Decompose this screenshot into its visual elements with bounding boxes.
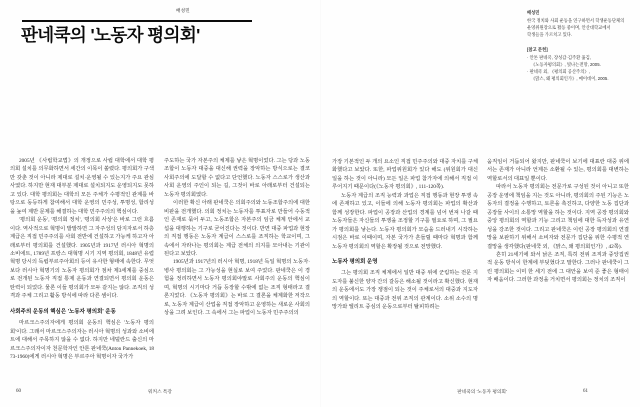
page-number-right: 61 bbox=[583, 389, 588, 394]
references-title: [참고 문헌] bbox=[527, 47, 548, 52]
reference-line: 《노동자평의회》, 빛나는전망, 2005. bbox=[531, 62, 601, 67]
body-column-right-1 bbox=[332, 158, 478, 380]
body-column-right-2 bbox=[487, 158, 629, 380]
paragraph: 마르크스주의자에게 평의회 운동의 핵심은 '노동자 평의회'이다. 그래서 마르크스주의자는 러시아 혁명의 성과와 소비에트에 대해서 주목하지 않을 수 없다. 하지만 네덜란드 출신의 마르크스주의자이자 천문학자인 안톤 판네쿡(Anton Pannekoek, 1873-1960)에게 러시아 혁명은 부르주아 혁명이자 국가가 bbox=[10, 320, 154, 360]
reference-line: 《맑스, 왜 평의회인가》, 메이데이, 2005. bbox=[531, 76, 609, 81]
article-title: 판네쿡의 '노동자 평의회' bbox=[21, 25, 200, 45]
paragraph: '평의회 운동', '평의회 정치', '평의회 사상'은 바로 그런 흐름이다. 역사적으로 혁명이 발발하면 그 자주성의 담지자로서 하층 계급은 직접 민주주의를 사회 전반에 건설하고 가능케 하고자 아래로부터 평의회를 건설했다. 1905년과 1917년 러시아 혁명의 소비에트, 1789년 프랑스 대혁명 시기 지역 평의회, 1848년 유럽 혁명 당시의 독립부르주아회의 등이 유사한 형태에 속한다. 무엇보다 러시아 혁명기의 노동자 평의회가 점차 제3세계를 중심으로 전개된 노동자 직접 통제 운동과 연결되면서 평의회 운동은 탄력이 되었다. 물론 이들 평의회가 모두 같지는 않다. 조직의 성격과 주체 그리고 활동 방식에 따라 다른 셈이다. bbox=[10, 217, 154, 300]
author-bio-line: 학생들을 가르치고 있다. bbox=[527, 32, 573, 37]
author-bio-line: 한국 정치와 사회 운동을 연구하면서 학생운동단체의 bbox=[527, 18, 625, 23]
running-footer-right: 판네쿡의 '노동자 평의회' bbox=[457, 389, 507, 394]
title-rule bbox=[22, 20, 252, 22]
author-bio-line: 운영위원장으로 활동 중이며, 안산대학교에서 bbox=[527, 25, 611, 30]
paragraph: 그는 평의회 조직 체계에서 일반 대중 위에 군림하는 전문 지도자를 불신한 양자 간의 갈등은 해소될 것이라고 확신했다. 현재의 운동에서도 가장 쟁점이 되는 것이 주체로서의 대중과 지도자의 역할이다. 또는 대중과 전위 조직의 관계이다. 소위 소수의 명망가와 엘리트 중심의 운동으로부터 탈피하려는 bbox=[332, 270, 478, 311]
paragraph: 이러한 확신 아래 판네쿡은 의회주의와 노동조합주의에 대한 비판을 전개했다. 의회 정치는 노동자를 투표자로 만들어 수동적인 존재로 묶어 두고, 노동조합은 자본주의 임금 체계 안에서 교섭을 대행하는 기구로 굳어진다는 것이다. 반면 대중 파업과 현장의 직접 행동은 노동자 계급이 스스로를 조직하는 학교이며, 그 속에서 자라나는 평의회는 계급 전체의 의지를 모아내는 기관이 된다고 보았다. bbox=[164, 200, 310, 257]
paragraph: 1905년과 1917년의 러시아 혁명, 1918년 독일 혁명의 노동자·병사 평의회는 그 가능성을 현실로 보여 주었다. 판네쿡은 이 경험을 정리하면서 노동자 평의회야말로 사회주의 운동의 핵심이며, 혁명의 시기마다 거듭 등장할 수밖에 없는 조직 형태라고 결론지었다. 《노동자 평의회》는 바로 그 결론을 체계화한 저작으로, 노동자 계급이 산업을 직접 장악하고 운영하는 새로운 사회의 상을 그려 보인다. 그 속에서 그는 파업이 노동자 민주주의의 bbox=[164, 259, 310, 317]
page-number-left: 60 bbox=[16, 389, 21, 394]
body-column-left-2 bbox=[164, 157, 310, 379]
running-footer-left: 워커스 특강 bbox=[148, 389, 172, 394]
paragraph: 흔히 21세기에 와서 낡은 조직, 특히 전위 조직과 중앙집권적 운동 방식이 한계에 부딪혔다고 말한다. 그러나 판네쿡이 그린 평의회는 이미 한 세기 전에 그 대안을 보여 준 좋은 형태이자 배움이다. 그러한 과정을 거치면서 평의회는 정치의 조직이 bbox=[487, 251, 629, 284]
page-fold-divider bbox=[320, 0, 321, 407]
paragraph: 2005년 《사립학교법》의 개정으로 사립 대학에서 대학 평의회 설치를 의무화하면서 세간의 이목이 쏠렸다. 평의회가 구색만 갖춘 것이 아니라 제대로 설치·운영될 수 있는지가 주요 관심사였다. 하지만 현재 대부분 제대로 설치되지도 운영되지도 못하고 있다. 대학 평의회는 대학의 모든 주체가 수평적인 관계를 바탕으로 동등하게 참여해서 대학 운영의 민주성, 투명성, 합리성을 높여 제반 문제를 해결하는 대학 민주주의의 핵심이다. bbox=[10, 158, 154, 215]
references-block bbox=[527, 46, 637, 82]
paragraph: 주도하는 국가 자본주의 체제를 낳은 혁명이었다. 그는 당과 노동조합이 노동자 대중을 대신해 권력을 장악하는 방식으로는 결코 사회주의에 도달할 수 없다고 단언했다. 노동자 스스로가 생산과 사회 운영의 주인이 되는 길, 그것이 바로 아래로부터 건설되는 노동자 평의회였다. bbox=[164, 158, 310, 198]
author-bio bbox=[527, 9, 637, 38]
section-heading: 사회주의 운동의 핵심은 '노동자 평의회' 운동 bbox=[10, 308, 116, 315]
author-bio-name: 배성민 bbox=[527, 10, 540, 15]
reference-line: · 안톤 판네쿡, 장성갑·김주환 옮김, bbox=[527, 55, 591, 60]
section-heading: 노동자 평의회 운영 bbox=[332, 258, 378, 265]
paragraph: 가장 기본적인 두 개의 요소인 직접 민주주의와 대중 자치를 구체화했다고 보았다. 또한, 파업위원회가 있다 해도 (위원회가 대신 일을 하는 것이 아니라) 모든 일은 파업 참가자에 의해서 직접 이루어지기 때문이다(《노동자 평의회》, 111-120쪽). bbox=[332, 159, 478, 191]
paragraph: 움직임이 거듭되어 왔지만, 판네쿡이 보기에 대표란 대중 위에 서는 존재가 아니라 언제든 소환될 수 있는, 평의회를 대변하는 역할로서의 대표일 뿐이다. bbox=[487, 159, 629, 182]
body-column-left-1 bbox=[10, 157, 154, 379]
paragraph: 노동자 계급의 조직 능력과 과업은 직접 행동과 현장 투쟁 속에 존재하고 있고, 이들에 의해 노동자 평의회는 파업의 확산과 함께 성장한다. 파업이 공장과 산업의 경계를 넘어 번져 나갈 때 노동자들은 자신들의 투쟁을 조정할 기구를 필요로 하며, 그 필요가 평의회를 낳는다. 노동자 평의회가 모습을 드러내기 시작하는 시점은 바로 이때이며, 자본 국가가 흔들릴 때마다 혁명과 함께 노동자 평의회의 역할은 확장될 것으로 전망했다. bbox=[332, 192, 478, 250]
kicker-author-label: 배성민 bbox=[176, 8, 190, 13]
paragraph: 따라서 노동자 평의회는 전문가로 구성된 것이 아니고 또한 공장 운영에 책임을 지는 것도 아니라, 평의회의 주된 기능은 노동자의 결정을 수행하고, 토론을 촉진하고, 다양한 노동 집단과 공장들 사이의 소통망 역할을 하는 것이다. 지역 공장 평의회와 중앙 평의회의 역할과 기능 그리고 책임에 대한 독자성과 유연성을 강조한 것이다. 그리고 판네쿡은 이런 공장 평의회의 연결망을 보완하기 위해서 소비자와 전문가 집단을 위한 수평적 연결망을 생각했다(판네쿡 외, 《맑스, 왜 평의회인가》, 42쪽). bbox=[487, 184, 629, 250]
reference-line: · 판네쿡 외, 《평의회 공산주의》, bbox=[527, 69, 590, 74]
